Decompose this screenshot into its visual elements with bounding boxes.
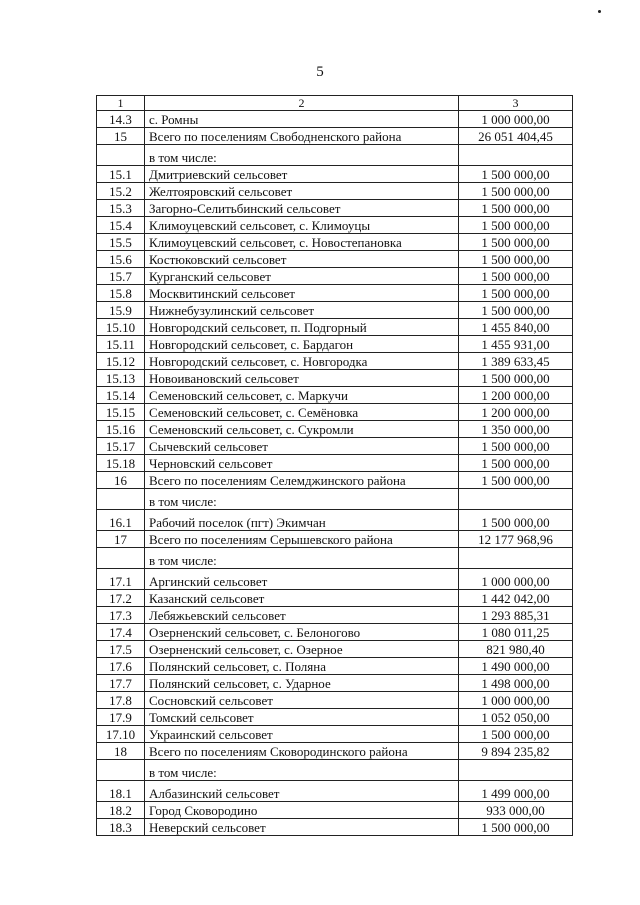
row-amount-cell <box>459 489 573 510</box>
row-amount-cell: 12 177 968,96 <box>459 531 573 548</box>
row-name-cell: Казанский сельсовет <box>145 590 459 607</box>
row-name-cell: Семеновский сельсовет, с. Семёновка <box>145 404 459 421</box>
table-row <box>97 781 573 802</box>
table-row <box>97 319 573 336</box>
table-row <box>97 302 573 319</box>
row-number-cell: 15.8 <box>97 285 145 302</box>
row-number-cell: 15.16 <box>97 421 145 438</box>
row-number-cell: 17.9 <box>97 709 145 726</box>
table-row <box>97 438 573 455</box>
row-name-cell: Сосновский сельсовет <box>145 692 459 709</box>
row-number-cell: 15.4 <box>97 217 145 234</box>
row-name-cell: Всего по поселениям Селемджинского района <box>145 472 459 489</box>
row-number-cell: 15.11 <box>97 336 145 353</box>
row-amount-cell: 26 051 404,45 <box>459 128 573 145</box>
row-number-cell: 16 <box>97 472 145 489</box>
row-amount-cell: 1 455 931,00 <box>459 336 573 353</box>
table-row <box>97 641 573 658</box>
row-number-cell: 14.3 <box>97 111 145 128</box>
row-amount-cell: 1 500 000,00 <box>459 438 573 455</box>
table-row <box>97 234 573 251</box>
column-header-amount: 3 <box>459 96 573 111</box>
row-amount-cell: 1 490 000,00 <box>459 658 573 675</box>
row-number-cell: 17.5 <box>97 641 145 658</box>
row-amount-cell: 1 052 050,00 <box>459 709 573 726</box>
row-name-cell: Рабочий поселок (пгт) Экимчан <box>145 510 459 531</box>
row-amount-cell: 1 500 000,00 <box>459 726 573 743</box>
row-number-cell: 15.2 <box>97 183 145 200</box>
row-amount-cell: 1 500 000,00 <box>459 472 573 489</box>
table-row-subheading <box>97 548 573 569</box>
row-name-cell: в том числе: <box>145 760 459 781</box>
table-row <box>97 510 573 531</box>
column-header-number: 1 <box>97 96 145 111</box>
row-name-cell: Лебяжьевский сельсовет <box>145 607 459 624</box>
table-header-row <box>97 96 573 111</box>
row-amount-cell: 1 498 000,00 <box>459 675 573 692</box>
row-name-cell: Дмитриевский сельсовет <box>145 166 459 183</box>
row-name-cell: Албазинский сельсовет <box>145 781 459 802</box>
row-amount-cell: 1 500 000,00 <box>459 234 573 251</box>
row-name-cell: Загорно-Селитьбинский сельсовет <box>145 200 459 217</box>
row-amount-cell: 9 894 235,82 <box>459 743 573 760</box>
table-row <box>97 624 573 641</box>
row-number-cell: 15.14 <box>97 387 145 404</box>
row-name-cell: Полянский сельсовет, с. Ударное <box>145 675 459 692</box>
table-row <box>97 166 573 183</box>
row-name-cell: Новоивановский сельсовет <box>145 370 459 387</box>
row-name-cell: Озерненский сельсовет, с. Белоногово <box>145 624 459 641</box>
row-amount-cell: 1 293 885,31 <box>459 607 573 624</box>
row-number-cell: 17.6 <box>97 658 145 675</box>
table-row-subheading <box>97 145 573 166</box>
row-name-cell: в том числе: <box>145 145 459 166</box>
table-row <box>97 709 573 726</box>
table-row <box>97 692 573 709</box>
row-name-cell: Озерненский сельсовет, с. Озерное <box>145 641 459 658</box>
row-amount-cell: 1 455 840,00 <box>459 319 573 336</box>
row-amount-cell: 1 500 000,00 <box>459 302 573 319</box>
row-name-cell: Семеновский сельсовет, с. Сукромли <box>145 421 459 438</box>
row-amount-cell: 1 500 000,00 <box>459 370 573 387</box>
table-row <box>97 607 573 624</box>
table-row <box>97 353 573 370</box>
table-row <box>97 336 573 353</box>
table-row <box>97 819 573 836</box>
table-row-total <box>97 531 573 548</box>
row-amount-cell: 1 500 000,00 <box>459 183 573 200</box>
row-number-cell: 16.1 <box>97 510 145 531</box>
row-number-cell: 18.1 <box>97 781 145 802</box>
row-amount-cell: 1 500 000,00 <box>459 819 573 836</box>
table-row <box>97 200 573 217</box>
row-number-cell: 15.5 <box>97 234 145 251</box>
row-name-cell: в том числе: <box>145 489 459 510</box>
row-name-cell: с. Ромны <box>145 111 459 128</box>
row-amount-cell <box>459 760 573 781</box>
row-name-cell: Климоуцевский сельсовет, с. Климоуцы <box>145 217 459 234</box>
row-amount-cell: 1 500 000,00 <box>459 285 573 302</box>
row-name-cell: Всего по поселениям Серышевского района <box>145 531 459 548</box>
row-amount-cell: 1 499 000,00 <box>459 781 573 802</box>
row-number-cell: 17.10 <box>97 726 145 743</box>
row-number-cell: 15.3 <box>97 200 145 217</box>
row-number-cell <box>97 760 145 781</box>
row-number-cell: 17.4 <box>97 624 145 641</box>
table-row <box>97 268 573 285</box>
row-number-cell: 15.15 <box>97 404 145 421</box>
table-row <box>97 404 573 421</box>
row-name-cell: Украинский сельсовет <box>145 726 459 743</box>
row-name-cell: Неверский сельсовет <box>145 819 459 836</box>
table-row-total <box>97 743 573 760</box>
table-row-total <box>97 128 573 145</box>
table-row <box>97 217 573 234</box>
row-name-cell: Томский сельсовет <box>145 709 459 726</box>
row-name-cell: Всего по поселениям Свободненского района <box>145 128 459 145</box>
row-number-cell: 17.8 <box>97 692 145 709</box>
table-row <box>97 802 573 819</box>
table-row <box>97 726 573 743</box>
scan-dot-mark <box>598 10 601 13</box>
row-number-cell: 17.7 <box>97 675 145 692</box>
table-row-subheading <box>97 489 573 510</box>
table-row <box>97 251 573 268</box>
row-number-cell: 15 <box>97 128 145 145</box>
row-name-cell: Климоуцевский сельсовет, с. Новостепановка <box>145 234 459 251</box>
row-name-cell: Москвитинский сельсовет <box>145 285 459 302</box>
row-name-cell: Костюковский сельсовет <box>145 251 459 268</box>
row-number-cell: 15.6 <box>97 251 145 268</box>
row-amount-cell: 1 500 000,00 <box>459 166 573 183</box>
row-amount-cell: 1 200 000,00 <box>459 387 573 404</box>
row-number-cell: 15.9 <box>97 302 145 319</box>
row-name-cell: Аргинский сельсовет <box>145 569 459 590</box>
table-row <box>97 455 573 472</box>
row-amount-cell: 1 000 000,00 <box>459 692 573 709</box>
table-row <box>97 285 573 302</box>
table-body <box>97 111 573 836</box>
row-amount-cell <box>459 548 573 569</box>
row-name-cell: Черновский сельсовет <box>145 455 459 472</box>
row-number-cell <box>97 145 145 166</box>
row-number-cell <box>97 548 145 569</box>
row-amount-cell: 1 500 000,00 <box>459 200 573 217</box>
table-row <box>97 658 573 675</box>
row-amount-cell: 1 500 000,00 <box>459 455 573 472</box>
table-row <box>97 675 573 692</box>
table-row <box>97 569 573 590</box>
table-row <box>97 370 573 387</box>
row-name-cell: Сычевский сельсовет <box>145 438 459 455</box>
column-header-name: 2 <box>145 96 459 111</box>
row-number-cell: 15.12 <box>97 353 145 370</box>
row-amount-cell: 1 350 000,00 <box>459 421 573 438</box>
row-number-cell: 18 <box>97 743 145 760</box>
row-name-cell: Семеновский сельсовет, с. Маркучи <box>145 387 459 404</box>
row-amount-cell: 1 500 000,00 <box>459 510 573 531</box>
table-row <box>97 387 573 404</box>
row-number-cell: 15.18 <box>97 455 145 472</box>
row-number-cell <box>97 489 145 510</box>
page-number: 5 <box>316 64 324 80</box>
table-row <box>97 590 573 607</box>
row-amount-cell: 1 442 042,00 <box>459 590 573 607</box>
row-amount-cell: 1 000 000,00 <box>459 111 573 128</box>
row-name-cell: Город Сковородино <box>145 802 459 819</box>
budget-table <box>96 95 573 836</box>
table-row <box>97 111 573 128</box>
row-amount-cell: 1 200 000,00 <box>459 404 573 421</box>
row-amount-cell: 1 080 011,25 <box>459 624 573 641</box>
row-amount-cell: 821 980,40 <box>459 641 573 658</box>
row-name-cell: Курганский сельсовет <box>145 268 459 285</box>
row-number-cell: 17.3 <box>97 607 145 624</box>
row-name-cell: Новгородский сельсовет, с. Новгородка <box>145 353 459 370</box>
row-amount-cell <box>459 145 573 166</box>
row-number-cell: 15.17 <box>97 438 145 455</box>
row-amount-cell: 933 000,00 <box>459 802 573 819</box>
row-number-cell: 15.1 <box>97 166 145 183</box>
table-row <box>97 421 573 438</box>
row-name-cell: Нижнебузулинский сельсовет <box>145 302 459 319</box>
row-amount-cell: 1 389 633,45 <box>459 353 573 370</box>
row-number-cell: 18.2 <box>97 802 145 819</box>
row-name-cell: Желтояровский сельсовет <box>145 183 459 200</box>
row-number-cell: 15.10 <box>97 319 145 336</box>
row-amount-cell: 1 500 000,00 <box>459 217 573 234</box>
row-amount-cell: 1 000 000,00 <box>459 569 573 590</box>
row-amount-cell: 1 500 000,00 <box>459 268 573 285</box>
row-name-cell: Всего по поселениям Сковородинского района <box>145 743 459 760</box>
row-number-cell: 15.13 <box>97 370 145 387</box>
row-name-cell: Новгородский сельсовет, п. Подгорный <box>145 319 459 336</box>
table-row <box>97 183 573 200</box>
row-name-cell: Полянский сельсовет, с. Поляна <box>145 658 459 675</box>
row-number-cell: 17.1 <box>97 569 145 590</box>
row-number-cell: 18.3 <box>97 819 145 836</box>
row-name-cell: Новгородский сельсовет, с. Бардагон <box>145 336 459 353</box>
row-name-cell: в том числе: <box>145 548 459 569</box>
row-number-cell: 15.7 <box>97 268 145 285</box>
row-amount-cell: 1 500 000,00 <box>459 251 573 268</box>
table-row-subheading <box>97 760 573 781</box>
table-row-total <box>97 472 573 489</box>
row-number-cell: 17.2 <box>97 590 145 607</box>
row-number-cell: 17 <box>97 531 145 548</box>
